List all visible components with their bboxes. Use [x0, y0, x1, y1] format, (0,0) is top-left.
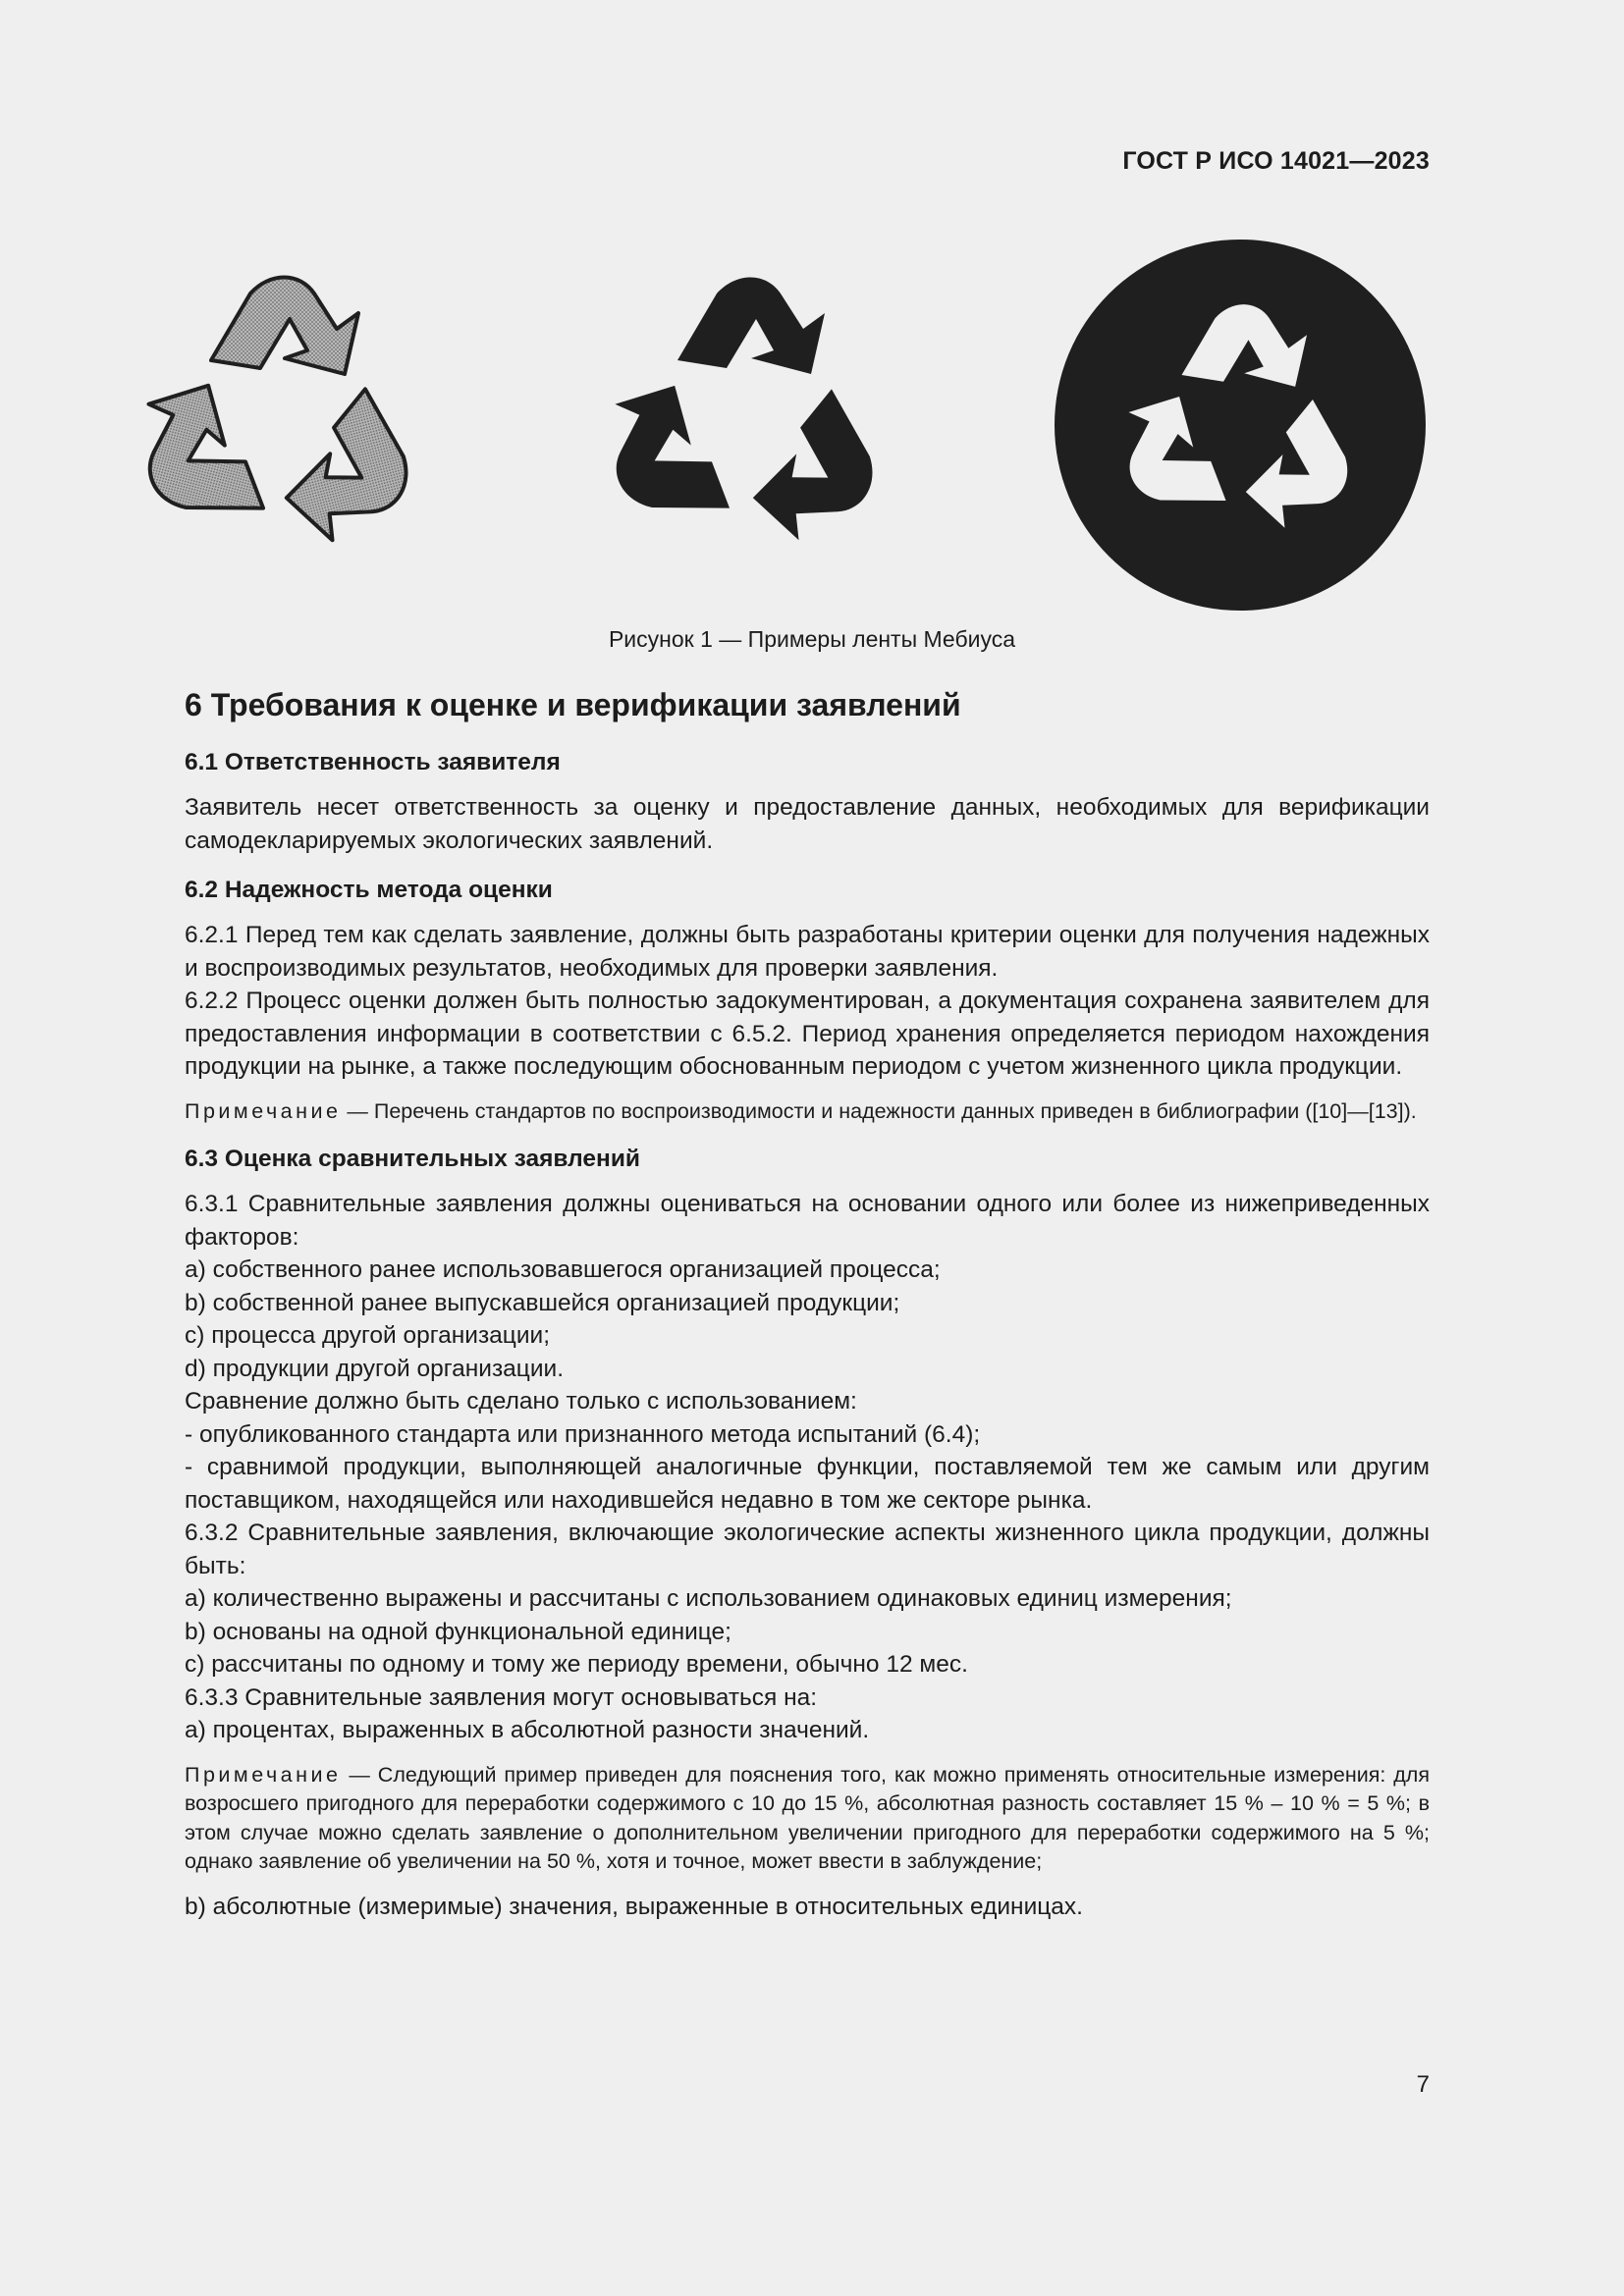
- section-6-heading: 6 Требования к оценке и верификации заявлений: [185, 687, 961, 722]
- figure-mobius-loops: [0, 0, 1624, 609]
- paragraph-6-3-2: 6.3.2 Сравнительные заявления, включающие экологические аспекты жизненного цикла продукции, должны быть:: [185, 1520, 1430, 1579]
- section-6-1-heading: 6.1 Ответственность заявителя: [185, 749, 561, 775]
- list-item: d) продукции другой организации.: [185, 1355, 565, 1382]
- list-item: c) процесса другой организации;: [185, 1322, 551, 1349]
- paragraph-comparison: Сравнение должно быть сделано только с использованием:: [185, 1388, 857, 1415]
- list-item: c) рассчитаны по одному и тому же периоду времени, обычно 12 мес.: [185, 1651, 968, 1678]
- mobius-loop-circle-icon: [1053, 238, 1428, 613]
- mobius-loop-outlined-icon: [108, 257, 452, 581]
- dash-item: - опубликованного стандарта или признанного метода испытаний (6.4);: [185, 1420, 981, 1448]
- main-content: [185, 687, 1430, 1923]
- page-number: 7: [1416, 2071, 1430, 2098]
- section-6-3-heading: 6.3 Оценка сравнительных заявлений: [185, 1146, 640, 1172]
- note-6-3: [185, 1761, 1430, 1877]
- paragraph-6-2-2: 6.2.2 Процесс оценки должен быть полностью задокументирован, а документация сохранена заявителем для предоставления информации в соответствии с 6.5.2. Период хранения определяется периодом нахождения продукции на рынке, а также последующим обоснованным периодом с учетом жизненного цикла продукции.: [185, 988, 1430, 1080]
- paragraph-6-1: Заявитель несет ответственность за оценку и предоставление данных, необходимых для верификации самодекларируемых экологических заявлений.: [185, 794, 1430, 854]
- note-label: Примечание: [185, 1762, 342, 1787]
- figure-caption: Рисунок 1 — Примеры ленты Мебиуса: [608, 626, 1016, 652]
- note-label: Примечание: [185, 1098, 342, 1123]
- standard-code: ГОСТ Р ИСО 14021—2023: [1122, 147, 1430, 175]
- dash-item: - сравнимой продукции, выполняющей аналогичные функции, поставляемой тем же самым или другим поставщиком, находящейся или находившейся недавно в том же секторе рынка.: [185, 1454, 1430, 1514]
- list-item: b) абсолютные (измеримые) значения, выраженные в относительных единицах.: [185, 1893, 1083, 1920]
- section-6-2-heading: 6.2 Надежность метода оценки: [185, 877, 553, 903]
- list-item: b) собственной ранее выпускавшейся организацией продукции;: [185, 1289, 900, 1316]
- paragraph-6-3-1: 6.3.1 Сравнительные заявления должны оцениваться на основании одного или более из нижеприведенных факторов:: [185, 1191, 1430, 1251]
- list-item: a) собственного ранее использовавшегося организацией процесса;: [185, 1256, 941, 1283]
- note-text: — Перечень стандартов по воспроизводимости и надежности данных приведен в библиографии ([10]—[13]).: [341, 1098, 1417, 1123]
- paragraph-6-3-3: 6.3.3 Сравнительные заявления могут основываться на:: [185, 1683, 818, 1711]
- list-item: a) процентах, выраженных в абсолютной разности значений.: [185, 1717, 870, 1743]
- paragraph-6-2-1: 6.2.1 Перед тем как сделать заявление, должны быть разработаны критерии оценки для получения надежных и воспроизводимых результатов, необходимых для проверки заявления.: [185, 922, 1430, 982]
- note-6-2: [185, 1097, 1430, 1127]
- note-text: — Следующий пример приведен для пояснения того, как можно применять относительные измерения: для возросшего пригодного для переработки содержимого с 10 до 15 %, абсолютная разность составляет 15 % – 10 % = 5 %; в этом случае можно сделать заявление о дополнительном увеличении пригодного для переработки содержимого на 5 %; однако заявление об увеличении на 50 %, хотя и точное, может ввести в заблуждение;: [185, 1762, 1430, 1873]
- list-item: a) количественно выражены и рассчитаны с использованием одинаковых единиц измерения;: [185, 1585, 1232, 1612]
- mobius-loop-solid-icon: [574, 257, 918, 581]
- list-item: b) основаны на одной функциональной единице;: [185, 1618, 731, 1645]
